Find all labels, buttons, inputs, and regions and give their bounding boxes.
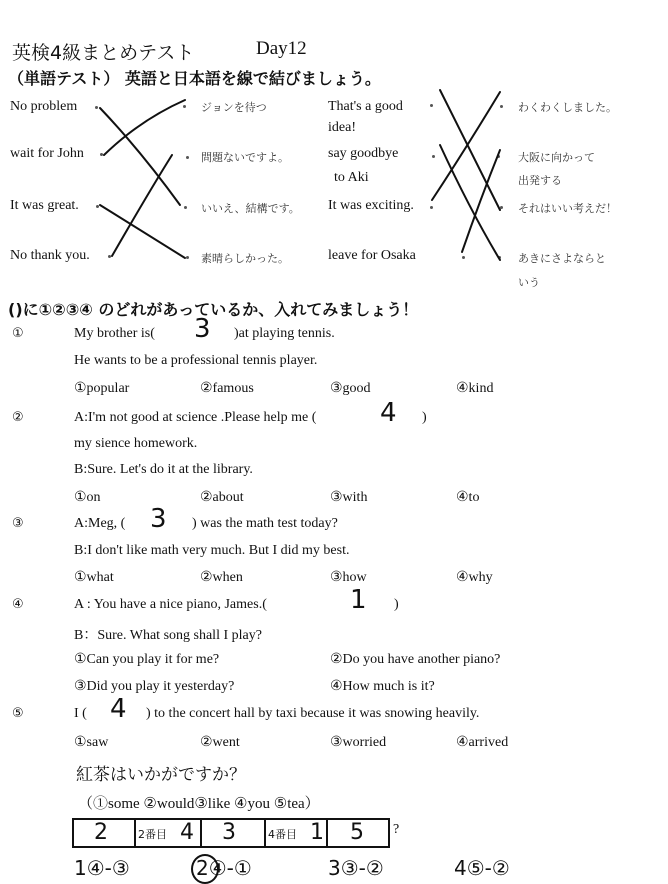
question-5-option-1: ①saw xyxy=(74,735,109,750)
question-1-answer: 3 xyxy=(194,314,211,344)
match-right-jp-4b: いう xyxy=(518,276,540,289)
answer-cell-5 xyxy=(328,820,388,846)
question-4-option-4: ④How much is it? xyxy=(330,679,435,694)
question-1-option-2: ②famous xyxy=(200,381,254,396)
answer-cell-1-hand: 2 xyxy=(94,820,108,845)
match-left-en-4: No thank you. xyxy=(10,248,90,263)
question-4-option-1: ①Can you play it for me? xyxy=(74,652,220,667)
match-right-jp-1: わくわくしました。 xyxy=(518,101,617,114)
ordering-prompt: 紅茶はいかがですか？ xyxy=(76,765,246,785)
day-label: Day12 xyxy=(256,38,307,59)
question-2-line-d: B:Sure. Let's do it at the library. xyxy=(74,462,253,477)
question-5-number: ⑤ xyxy=(12,706,24,721)
match-right-en-1b: idea! xyxy=(328,120,356,135)
match-left-en-3: It was great. xyxy=(10,198,79,213)
question-3-option-3: ③how xyxy=(330,570,367,585)
match-left-jp-3: いいえ、結構です。 xyxy=(201,202,300,215)
question-2-option-3: ③with xyxy=(330,490,368,505)
question-4-option-2: ②Do you have another piano? xyxy=(330,652,501,667)
matching-lines xyxy=(0,0,668,300)
question-2-option-2: ②about xyxy=(200,490,244,505)
section1-heading: （単語テスト） 英語と日本語を線で結びましょう。 xyxy=(8,69,381,88)
question-1-option-1: ①popular xyxy=(74,381,130,396)
ordering-choice-4: 4⑤-② xyxy=(454,856,510,880)
question-4-line-c: B：Sure. What song shall I play? xyxy=(74,628,262,643)
ordering-choice-2: 2④-① xyxy=(196,856,252,880)
answer-cell-2 xyxy=(136,820,202,846)
line-exciting-wakuwaku xyxy=(432,92,500,200)
page-title: 英検4級まとめテスト xyxy=(12,42,195,64)
section2-heading: ()に①②③④ のどれがあっているか、入れてみましょう！ xyxy=(8,300,419,319)
question-3-answer: 3 xyxy=(150,504,167,534)
ordering-words: （①some ②would③like ④you ⑤tea） xyxy=(78,796,320,812)
question-5-option-2: ②went xyxy=(200,735,240,750)
answer-cell-1 xyxy=(74,820,136,846)
answer-cell-2-hand: 4 xyxy=(180,820,194,845)
question-1-line-a: My brother is( xyxy=(74,326,155,341)
ordering-choice-3: 3③-② xyxy=(328,856,384,880)
question-5-option-3: ③worried xyxy=(330,735,387,750)
answer-cell-2-label: 2番目 xyxy=(138,828,167,841)
match-left-jp-4: 素晴らしかった。 xyxy=(201,252,289,265)
question-4-line-b: ) xyxy=(394,597,399,612)
match-right-en-1a: That's a good xyxy=(328,99,403,114)
question-5-option-4: ④arrived xyxy=(456,735,509,750)
question-2-line-a: A:I'm not good at science .Please help me ( xyxy=(74,410,317,425)
question-4-option-3: ③Did you play it yesterday? xyxy=(74,679,235,694)
question-2-line-b: ) xyxy=(422,410,427,425)
question-5-line-b: ) to the concert hall by taxi because it was snowing heavily. xyxy=(146,706,480,721)
question-3-line-c: B:I don't like math very much. But I did my best. xyxy=(74,543,350,558)
match-right-en-2a: say goodbye xyxy=(328,146,399,161)
match-left-en-2: wait for John xyxy=(10,146,84,161)
match-right-jp-4a: あきにさよならと xyxy=(518,252,606,265)
answer-cell-4-hand: 1 xyxy=(310,820,324,845)
answer-cell-4-label: 4番目 xyxy=(268,828,297,841)
choice-2-circle-mark xyxy=(191,854,219,884)
question-3-line-b: ) was the math test today? xyxy=(192,516,338,531)
line-great-subarashii xyxy=(100,205,185,258)
match-right-en-3: It was exciting. xyxy=(328,198,414,213)
match-right-en-2b: to Aki xyxy=(334,170,369,185)
question-4-number: ④ xyxy=(12,597,24,612)
match-right-en-4: leave for Osaka xyxy=(328,248,416,263)
match-left-en-1: No problem xyxy=(10,99,78,114)
line-waitjohn-john xyxy=(104,100,185,155)
question-2-answer: 4 xyxy=(380,398,397,428)
match-left-jp-1: ジョンを待つ xyxy=(201,101,267,114)
line-goodbye-aki xyxy=(440,145,500,260)
question-5-answer: 4 xyxy=(110,694,127,724)
question-3-line-a: A:Meg, ( xyxy=(74,516,126,531)
line-nothanks-kekkou xyxy=(112,155,172,256)
question-2-option-4: ④to xyxy=(456,490,480,505)
answer-cell-4 xyxy=(266,820,328,846)
answer-box xyxy=(72,818,390,848)
question-1-option-4: ④kind xyxy=(456,381,494,396)
question-5-line-a: I ( xyxy=(74,706,87,721)
answer-cell-5-hand: 5 xyxy=(350,820,364,845)
answer-cell-3 xyxy=(202,820,266,846)
question-3-number: ③ xyxy=(12,516,24,531)
question-1-number: ① xyxy=(12,326,24,341)
question-3-option-1: ①what xyxy=(74,570,114,585)
match-right-jp-3: それはいい考えだ！ xyxy=(518,202,617,215)
answer-cell-3-hand: 3 xyxy=(222,820,236,845)
question-3-option-4: ④why xyxy=(456,570,493,585)
question-2-option-1: ①on xyxy=(74,490,101,505)
ordering-choice-1: 1④-③ xyxy=(74,856,130,880)
line-noproblem-mondainai xyxy=(100,108,180,205)
answer-question-mark: ? xyxy=(393,822,400,837)
question-4-answer: 1 xyxy=(350,585,367,615)
question-1-option-3: ③good xyxy=(330,381,371,396)
question-1-line-b: )at playing tennis. xyxy=(234,326,335,341)
question-1-line-c: He wants to be a professional tennis player. xyxy=(74,353,318,368)
match-right-jp-2a: 大阪に向かって xyxy=(518,151,595,164)
question-2-line-c: my sience homework. xyxy=(74,436,198,451)
match-left-jp-2: 問題ないですよ。 xyxy=(201,151,289,164)
question-3-option-2: ②when xyxy=(200,570,243,585)
question-2-number: ② xyxy=(12,410,24,425)
match-right-jp-2b: 出発する xyxy=(518,174,562,187)
question-4-line-a: A : You have a nice piano, James.( xyxy=(74,597,267,612)
